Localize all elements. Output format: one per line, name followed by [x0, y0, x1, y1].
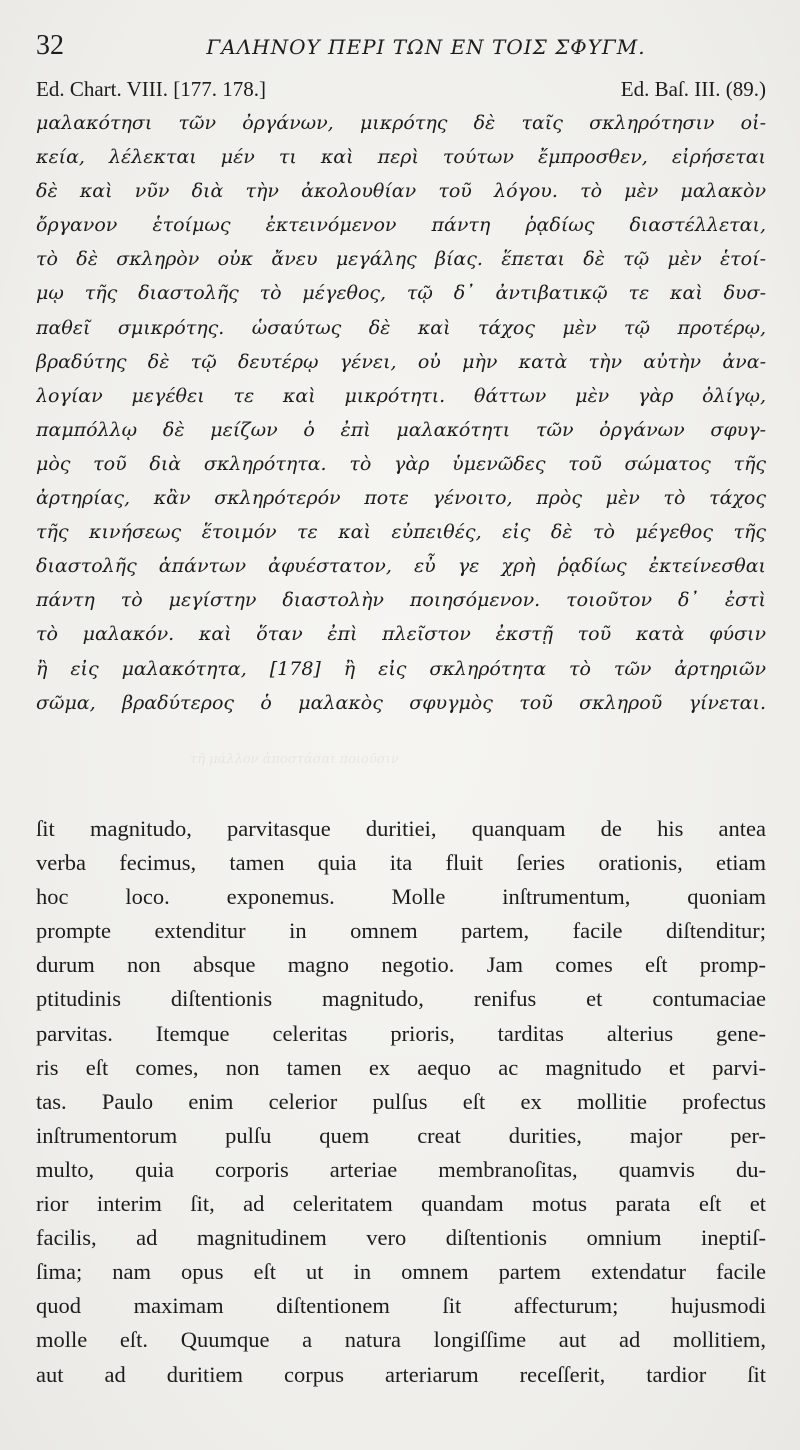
greek-text-line: μῳ τῆς διαστολῆς τὸ μέγεθος, τῷ δ᾽ ἀντιβατικῷ τε καὶ δυσ- [36, 282, 766, 305]
greek-text-line: ἀρτηρίας, κἂν σκληρότερόν ποτε γένοιτο, πρὸς μὲν τὸ τάχος [36, 487, 766, 510]
greek-text-line: ὄργανον ἑτοίμως ἐκτεινόμενον πάντη ῥᾳδίως διαστέλλεται, [36, 214, 766, 237]
latin-text-line: rior interim ſit, ad celeritatem quandam motus parata eſt et [36, 1191, 766, 1217]
greek-text-line: βραδύτης δὲ τῷ δευτέρῳ γένει, οὐ μὴν κατὰ τὴν αὐτὴν ἀνα- [36, 350, 766, 373]
greek-text-line: τῆς κινήσεως ἕτοιμόν τε καὶ εὐπειθές, εἰς δὲ τὸ μέγεθος τῆς [36, 521, 766, 544]
greek-text-line: παμπόλλῳ δὲ μείζων ὁ ἐπὶ μαλακότητι τῶν ὀργάνων σφυγ- [36, 418, 766, 441]
greek-text-line: διαστολῆς ἁπάντων ἀφυέστατον, εὖ γε χρὴ ῥᾳδίως ἐκτείνεσθαι [36, 555, 766, 578]
running-head: ΓΑΛΗΝΟΥ ΠΕΡΙ ΤΩΝ ΕΝ ΤΟΙΣ ΣΦΥΓΜ. [206, 35, 646, 59]
page-number: 32 [36, 30, 64, 61]
edition-reference-chartier: Ed. Chart. VIII. [177. 178.] [36, 77, 266, 101]
greek-text-line: ἢ εἰς μαλακότητα, [178] ἢ εἰς σκληρότητα τὸ τῶν ἀρτηριῶν [36, 657, 766, 680]
greek-text-line: μὸς τοῦ διὰ σκληρότητα. τὸ γὰρ ὑμενῶδες τοῦ σώματος τῆς [36, 452, 766, 475]
greek-text-line: παθεῖ σμικρότης. ὡσαύτως δὲ καὶ τάχος μὲν τῷ προτέρῳ, [36, 316, 766, 339]
latin-text-line: ris eſt comes, non tamen ex aequo ac magnitudo et parvi- [36, 1054, 766, 1080]
latin-text-line: facilis, ad magnitudinem vero diſtentionis omnium ineptiſ- [36, 1225, 766, 1251]
latin-text-line: tas. Paulo enim celerior pulſus eſt ex mollitie profectus [36, 1088, 766, 1114]
latin-text-line: parvitas. Itemque celeritas prioris, tarditas alterius gene- [36, 1020, 766, 1046]
latin-text-line: ptitudinis diſtentionis magnitudo, renifus et contumaciae [36, 986, 766, 1012]
greek-text-line: δὲ καὶ νῦν διὰ τὴν ἀκολουθίαν τοῦ λόγου. τὸ μὲν μαλακὸν [36, 180, 766, 203]
latin-text-line: prompte extenditur in omnem partem, facile diſtenditur; [36, 918, 766, 944]
edition-reference-basel: Ed. Baſ. III. (89.) [620, 77, 766, 101]
latin-text-block [36, 812, 766, 1392]
latin-text-line: quod maximam diſtentionem ſit affecturum; hujusmodi [36, 1293, 766, 1319]
latin-text-line: ſima; nam opus eſt ut in omnem partem extendatur facile [36, 1259, 766, 1285]
greek-text-line: σῶμα, βραδύτερος ὁ μαλακὸς σφυγμὸς τοῦ σκληροῦ γίνεται. [36, 691, 766, 714]
latin-text-line: inſtrumentorum pulſu quem creat durities, major per- [36, 1122, 766, 1148]
edition-references [36, 76, 766, 104]
latin-text-line: verba fecimus, tamen quia ita fluit ſeries orationis, etiam [36, 850, 766, 876]
latin-text-line: hoc loco. exponemus. Molle inſtrumentum, quoniam [36, 884, 766, 910]
greek-text-block [36, 106, 766, 720]
greek-text-line: λογίαν μεγέθει τε καὶ μικρότητι. θάττων μὲν γὰρ ὀλίγῳ, [36, 384, 766, 407]
latin-text-line: ſit magnitudo, parvitasque duritiei, quanquam de his antea [36, 816, 766, 841]
bleed-through-text: τῆ μάλλον ἀποστάσαι ποιοῦσιν [190, 752, 399, 767]
greek-text-line: κεία, λέλεκται μέν τι καὶ περὶ τούτων ἔμπροσθεν, εἰρήσεται [36, 146, 766, 169]
latin-text-line: durum non absque magno negotio. Jam comes eſt promp- [36, 952, 766, 978]
greek-text-line: μαλακότησι τῶν ὀργάνων, μικρότης δὲ ταῖς σκληρότησιν οἰ- [36, 112, 766, 134]
greek-text-line: τὸ μαλακόν. καὶ ὅταν ἐπὶ πλεῖστον ἐκστῇ τοῦ κατὰ φύσιν [36, 623, 766, 646]
greek-text-line: πάντη τὸ μεγίστην διαστολὴν ποιησόμενον. τοιοῦτον δ᾽ ἐστὶ [36, 589, 766, 612]
latin-text-line: molle eſt. Quumque a natura longiſſime aut ad mollitiem, [36, 1327, 766, 1353]
page-header [36, 30, 766, 62]
latin-text-line: aut ad duritiem corpus arteriarum receſſerit, tardior ſit [36, 1361, 766, 1387]
greek-text-line: τὸ δὲ σκληρὸν οὐκ ἄνευ μεγάλης βίας. ἕπεται δὲ τῷ μὲν ἑτοί- [36, 248, 766, 271]
latin-text-line: multo, quia corporis arteriae membranoſitas, quamvis du- [36, 1156, 766, 1182]
